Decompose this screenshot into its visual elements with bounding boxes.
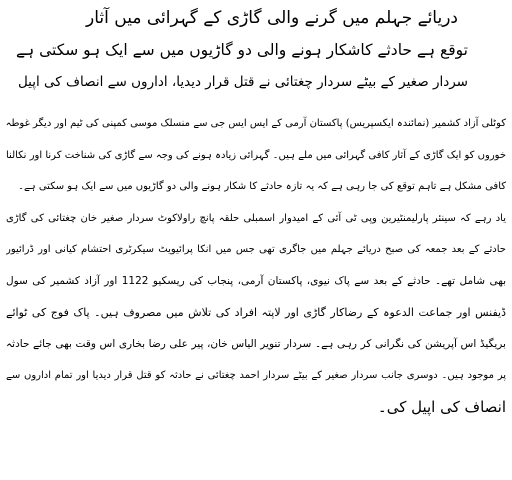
article-body: [6, 108, 506, 423]
headline-main: دریائے جہلم میں گرنے والی گاڑی کے گہرائی میں آثار: [86, 8, 458, 28]
paragraph-2-line: حادثے کے بعد جمعہ کی صبح دریائے جہلم میں جاگری تھی جس میں انکا پرائیویٹ سیکرٹری احتشام کیانی اور ڈرائیور: [6, 244, 506, 255]
headline-sub-1: توقع ہے حادثے کاشکار ہونے والی دو گاڑیوں میں سے ایک ہو سکتی ہے: [16, 41, 468, 59]
headline-block: [8, 2, 508, 98]
paragraph-1-line: کافی مشکل ہے تاہم توقع کی جا رہی ہے کہ یہ تازہ حادثے کا شکار ہونے والی دو گاڑیوں میں سے ایک ہو سکتی ہے۔: [18, 181, 506, 192]
paragraph-1-line: کوٹلی آزاد کشمیر (نمائندہ ایکسپریس) پاکستان آرمی کے ایس ایس جی سے منسلک موسی کمپنی کی ٹیم اور دیگر غوطہ: [6, 118, 506, 129]
paragraph-2-line: یاد رہے کہ سینئر پارلیمنٹیرین وپی ٹی آئی کے امیدوار اسمبلی حلقہ پانچ راولاکوٹ سردار صغیر خان چغتائی کی گاڑی: [6, 212, 506, 224]
paragraph-1-line: خوروں کو ایک گاڑی کے آثار کافی گہرائی میں ملے ہیں۔ گہرائی زیادہ ہونے کی وجہ سے گاڑی کی شناخت کرنا اور نکالنا: [6, 149, 506, 161]
paragraph-2: [6, 203, 506, 424]
paragraph-2-line: پر موجود ہیں۔ دوسری جانب سردار صغیر کے بیٹے سردار احمد چغتائی نے حادثہ کو قتل قرار دیدیا اور تمام اداروں سے: [6, 370, 506, 381]
paragraph-2-line: بھی شامل تھے۔ حادثے کے بعد سے پاک نیوی، پاکستان آرمی، پنجاب کی ریسکیو 1122 اور آزاد کشمیر کی سول: [6, 274, 506, 287]
headline-sub-2: سردار صغیر کے بیٹے سردار چغتائی نے قتل قرار دیدیا، اداروں سے انصاف کی اپیل: [17, 74, 468, 90]
paragraph-2-line: انصاف کی اپیل کی۔: [377, 397, 506, 416]
paragraph-2-line: ڈیفنس اور جماعت الدعوہ کے رضاکار گاڑی اور لاپتہ افراد کی تلاش میں مصروف ہیں۔ پاک فوج کی ٹوائے: [6, 306, 506, 319]
paragraph-2-line: بریگیڈ اس آپریشن کی نگرانی کر رہی ہے۔ سردار تنویر الیاس خان، پیر علی رضا بخاری اس وقت بھی جائے حادثہ: [6, 337, 506, 350]
paragraph-1: [6, 108, 506, 203]
